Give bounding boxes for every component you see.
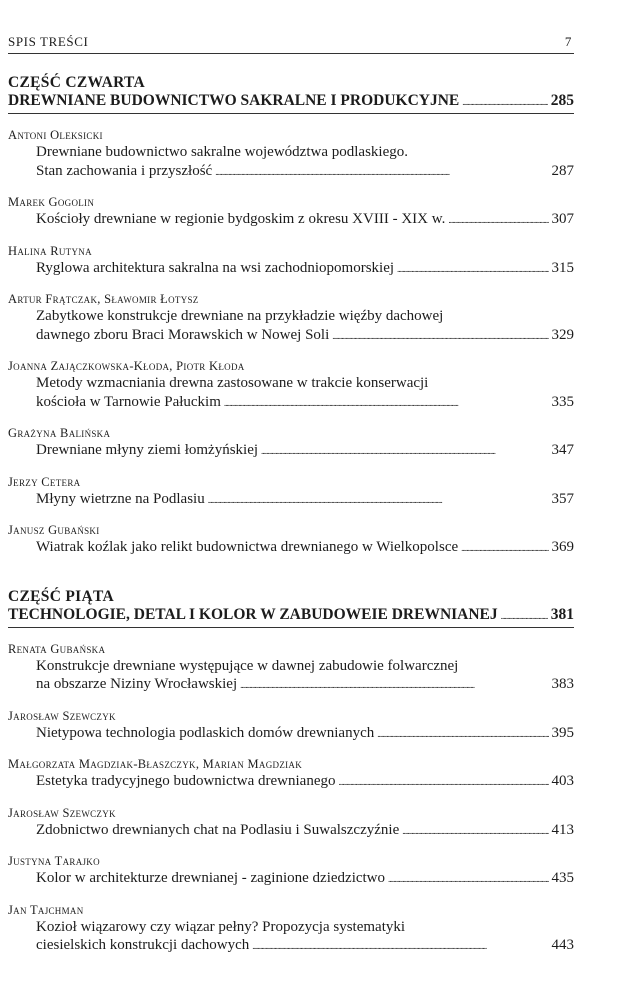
entry-title-text: Estetyka tradycyjnego budownictwa drewnianego xyxy=(36,773,336,789)
entry-title-line xyxy=(36,918,574,937)
entry-title-text: Młyny wietrzne na Podlasiu xyxy=(36,490,205,507)
part-page-number: 381 xyxy=(550,605,574,623)
entry-title xyxy=(8,538,574,558)
toc-entry xyxy=(8,291,574,345)
entry-title-text: Konstrukcje drewniane występujące w dawnej zabudowie folwarcznej xyxy=(36,657,459,674)
entry-title-text: na obszarze Niziny Wrocławskiej xyxy=(36,676,238,692)
entry-page-number: 369 xyxy=(551,539,574,555)
entry-title xyxy=(8,210,574,230)
dot-leader xyxy=(377,724,548,744)
toc-entry xyxy=(8,641,574,695)
entry-author: Joanna Zajączkowska-Kłoda, Piotr Kłoda xyxy=(8,359,245,373)
part-page-number: 285 xyxy=(550,92,574,109)
part-label: CZĘŚĆ PIĄTA xyxy=(8,587,114,605)
dot-leader xyxy=(240,675,548,695)
entry-title-text: Metody wzmacniania drewna zastosowane w trakcie konserwacji xyxy=(36,375,429,391)
part-title-line xyxy=(8,92,574,114)
toc-parts xyxy=(8,74,574,956)
entry-title xyxy=(8,821,574,841)
dot-leader xyxy=(397,259,548,279)
entry-page-number: 443 xyxy=(551,937,574,953)
entry-page-number: 287 xyxy=(551,162,574,179)
part-title: TECHNOLOGIE, DETAL I KOLOR W ZABUDOWEIE DREWNIANEJ xyxy=(8,605,498,623)
entry-title xyxy=(8,869,574,889)
entry-title xyxy=(8,307,574,345)
entry-title-line xyxy=(36,821,574,841)
toc-entry xyxy=(8,853,574,889)
running-header-title: SPIS TREŚCI xyxy=(8,34,89,49)
entry-title-line xyxy=(36,393,574,413)
entry-title xyxy=(8,143,574,181)
dot-leader xyxy=(215,162,548,182)
part-title: DREWNIANE BUDOWNICTWO SAKRALNE I PRODUKCYJNE xyxy=(8,92,460,109)
entry-author: Małgorzata Magdziak-Błaszczyk, Marian Magdziak xyxy=(8,757,303,771)
dot-leader xyxy=(332,326,548,346)
entry-author: Grażyna Balińska xyxy=(8,426,111,440)
entry-page-number: 435 xyxy=(551,870,574,886)
toc-entry xyxy=(8,243,574,279)
entry-title-line xyxy=(36,143,574,162)
toc-part xyxy=(8,74,574,558)
entry-author: Antoni Oleksicki xyxy=(8,128,103,142)
entry-title-line xyxy=(36,162,574,182)
toc-entry xyxy=(8,756,574,792)
entry-title-text: Ryglowa architektura sakralna na wsi zachodniopomorskiej xyxy=(36,259,395,276)
entry-title-text: ciesielskich konstrukcji dachowych xyxy=(36,937,250,953)
entry-title xyxy=(8,772,574,792)
toc-entry xyxy=(8,522,574,558)
entry-page-number: 329 xyxy=(551,326,574,343)
toc-entry xyxy=(8,425,574,461)
part-label: CZĘŚĆ CZWARTA xyxy=(8,74,145,91)
dot-leader xyxy=(462,92,547,111)
toc-entry xyxy=(8,902,574,956)
dot-leader xyxy=(461,538,548,558)
entry-title-line xyxy=(36,326,574,346)
entry-title-text: Drewniane młyny ziemi łomżyńskiej xyxy=(36,442,259,458)
entry-title-line xyxy=(36,675,574,695)
entry-title-text: Kolor w architekturze drewnianej - zaginione dziedzictwo xyxy=(36,870,386,886)
entry-page-number: 315 xyxy=(551,259,574,276)
dot-leader xyxy=(501,606,548,625)
entry-title-text: dawnego zboru Braci Morawskich w Nowej Soli xyxy=(36,326,330,343)
entry-page-number: 395 xyxy=(551,724,574,741)
dot-leader xyxy=(388,869,548,889)
entry-title-text: Wiatrak koźlak jako relikt budownictwa drewnianego w Wielkopolsce xyxy=(36,539,459,555)
toc-entry xyxy=(8,127,574,181)
entry-title xyxy=(8,374,574,412)
entry-title xyxy=(8,441,574,461)
entry-title-line xyxy=(36,936,574,956)
entry-title-text: Zabytkowe konstrukcje drewniane na przykładzie więźby dachowej xyxy=(36,308,444,324)
entry-author: Renata Gubańska xyxy=(8,641,106,656)
dot-leader xyxy=(261,441,548,461)
entry-title xyxy=(8,724,574,744)
entry-title-line xyxy=(36,259,574,279)
entry-title xyxy=(8,657,574,695)
entry-title-line xyxy=(36,724,574,744)
entry-title-line xyxy=(36,490,574,510)
toc-page xyxy=(8,34,574,956)
entry-page-number: 347 xyxy=(551,442,574,458)
toc-entry xyxy=(8,708,574,744)
entry-title-text: Zdobnictwo drewnianych chat na Podlasiu i Suwalszczyźnie xyxy=(36,821,400,838)
entry-author: Jerzy Cetera xyxy=(8,474,81,489)
entry-page-number: 383 xyxy=(551,676,574,692)
entry-author: Jarosław Szewczyk xyxy=(8,805,116,820)
entry-page-number: 357 xyxy=(551,490,574,507)
entry-title-line xyxy=(36,374,574,393)
dot-leader xyxy=(224,393,549,413)
entry-title xyxy=(8,259,574,279)
toc-part xyxy=(8,588,574,956)
entry-author: Halina Rutyna xyxy=(8,243,92,258)
entry-title-text: Drewniane budownictwo sakralne województwa podlaskiego. xyxy=(36,144,408,160)
toc-entry xyxy=(8,358,574,412)
dot-leader xyxy=(448,210,548,230)
entry-title-line xyxy=(36,869,574,889)
entry-author: Jan Tajchman xyxy=(8,902,84,917)
toc-entry xyxy=(8,194,574,230)
toc-entry xyxy=(8,805,574,841)
entry-author: Jarosław Szewczyk xyxy=(8,708,116,723)
entry-title-line xyxy=(36,307,574,326)
dot-leader xyxy=(402,821,548,841)
entry-title xyxy=(8,918,574,956)
part-title-line xyxy=(8,606,574,628)
entry-title-text: Stan zachowania i przyszłość xyxy=(36,162,213,179)
entry-title-text: Kościoły drewniane w regionie bydgoskim z okresu XVIII - XIX w. xyxy=(36,211,446,227)
dot-leader xyxy=(252,936,548,956)
entry-author: Marek Gogolin xyxy=(8,195,95,209)
running-header xyxy=(8,34,574,54)
entry-page-number: 413 xyxy=(551,821,574,838)
entry-title-text: Kozioł wiązarowy czy wiązar pełny? Propozycja systematyki xyxy=(36,918,406,935)
entry-author: Artur Frątczak, Sławomir Łotysz xyxy=(8,292,199,306)
entry-page-number: 403 xyxy=(551,773,574,789)
entry-author: Justyna Tarajko xyxy=(8,854,100,868)
entry-title-line xyxy=(36,538,574,558)
entry-page-number: 335 xyxy=(551,393,574,410)
entry-author: Janusz Gubański xyxy=(8,523,100,537)
entry-title-text: Nietypowa technologia podlaskich domów drewnianych xyxy=(36,724,375,741)
entry-title-line xyxy=(36,441,574,461)
dot-leader xyxy=(339,772,549,792)
toc-entry xyxy=(8,474,574,510)
entry-title-line xyxy=(36,657,574,676)
entry-title xyxy=(8,490,574,510)
entry-title-text: kościoła w Tarnowie Pałuckim xyxy=(36,393,221,410)
entry-page-number: 307 xyxy=(551,211,574,227)
entry-title-line xyxy=(36,772,574,792)
entry-title-line xyxy=(36,210,574,230)
dot-leader xyxy=(208,490,549,510)
running-header-page-number: 7 xyxy=(564,34,572,49)
